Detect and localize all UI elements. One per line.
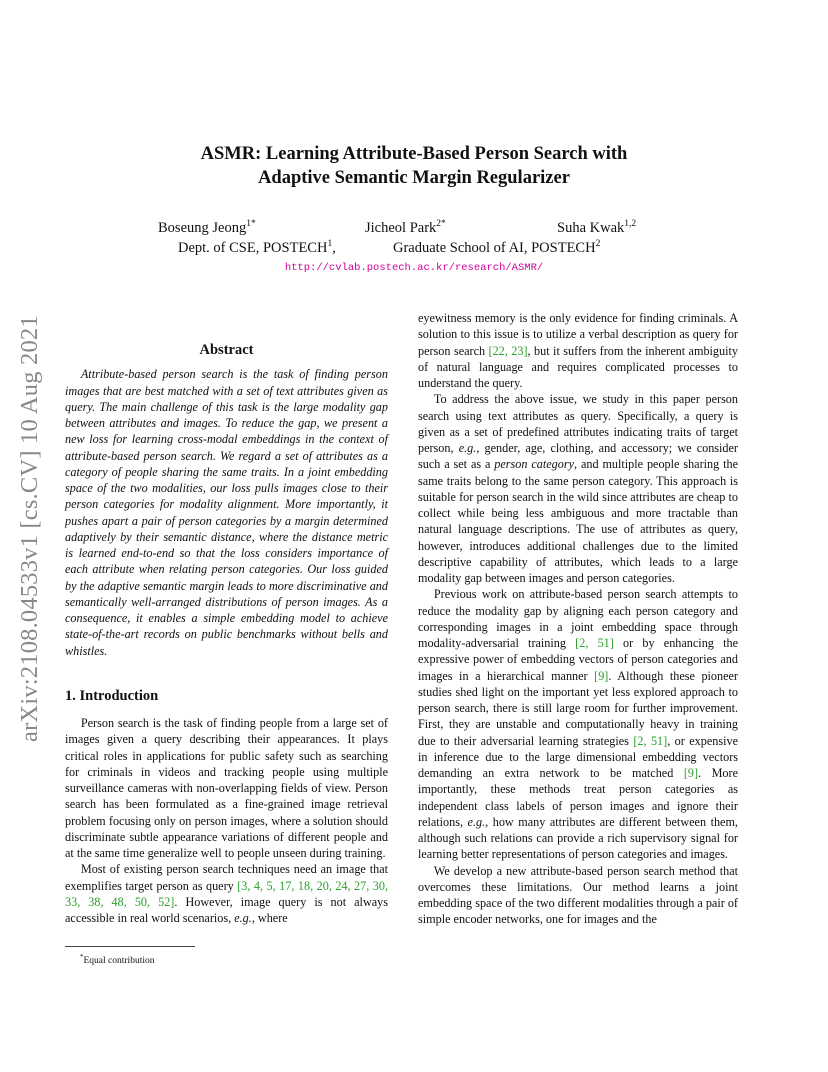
abstract-text: Attribute-based person search is the task of finding person images that are best matched with a set of text attributes given as query. The main challenge of this task is the large modality gap between attributes and images. To reduce the gap, we present a new loss for learning cross-modal embeddings in the context of attribute-based person search. We regard a set of attributes as a category of people sharing the same traits. In a joint embedding space of the two modalities, our loss pulls images close to their person categories for modality alignment. More importantly, it pushes apart a pair of person categories by a margin determined adaptively by their semantic distance, where the distance metric is learned end-to-end so that the loss considers importance of each attribute when relating person categories. Our loss guided by the adaptive semantic margin leads to more discriminative and semantically well-arranged distributions of person images. As a consequence, it enables a simple embedding model to achieve state-of-the-art records on public benchmarks without bells and whistles. — [65, 367, 388, 658]
author-3: Suha Kwak$^{1,2}$ — [557, 219, 637, 236]
left-column — [65, 342, 388, 926]
right-paragraph-2: To address the above issue, we study in this paper person search using text attributes as query. Specifically, a query is given as a set of predefined attributes indicating traits of target person, e.g., gender, age, clothing, and accessory; we consider such a set as a person category, and multiple people sharing the same traits belong to the same person category. This approach is suitable for person search in the wild since attributes are cheap to collect while being less ambiguous and more tractable than natural language descriptions. The use of attributes as query, however, introduces additional challenges due to the limited descriptive capability of attributes, which leads to a large modality gap between images and person categories. — [418, 392, 738, 585]
citation-link[interactable]: [9] — [594, 668, 609, 683]
footnote: *Equal contribution — [80, 953, 155, 967]
citation-link[interactable]: [3, 4, 5, 17, 18, 20, 24, 27, 30, 33, 38, 48, 50, 52] — [65, 878, 388, 909]
affiliation-1: Dept. of CSE, POSTECH$^1$, — [178, 239, 336, 256]
paper-title — [0, 142, 828, 190]
author-2: Jicheol Park$^{2*}$ — [365, 219, 446, 236]
citation-link[interactable]: [2, 51] — [575, 636, 614, 650]
intro-heading: 1. Introduction — [65, 687, 159, 704]
right-column — [418, 310, 738, 928]
title-line-2: Adaptive Semantic Margin Regularizer — [258, 168, 570, 188]
abstract-heading: Abstract — [199, 342, 254, 358]
author-1: Boseung Jeong$^{1*}$ — [158, 219, 256, 236]
affiliation-2: Graduate School of AI, POSTECH$^2$ — [393, 239, 601, 256]
right-paragraph-3: Previous work on attribute-based person search attempts to reduce the modality gap by aligning each person category and corresponding images in a joint embedding space through modality-adversarial training [2, 51] or by enhancing the expressive power of embedding vectors of person categories and images in a hierarchical manner [9]. Although these pioneer studies shed light on the important yet less explored approach to person search, there is still large room for further improvement. First, they are unstable and computationally heavy in training due to their adversarial learning strategies [2, 51], or expensive in inference due to the large dimensional embedding vectors demanding an extra network to be matched [9]. More importantly, these methods treat person categories as independent class labels of person images and ignore their relations, e.g., how many attributes are different between them, although such relations can provide a rich supervisory signal for learning better representations of person categories and images. — [418, 587, 738, 862]
intro-paragraph-2: Most of existing person search techniques need an image that exemplifies target person as query [3, 4, 5, 17, 18, 20, 24, 27, 30, 33, 38, 48, 50, 52]. However, image query is not always accessible in real world scenarios, e.g., where — [65, 862, 388, 925]
arxiv-identifier: arXiv:2108.04533v1 [cs.CV] 10 Aug 2021 — [16, 315, 43, 742]
intro-paragraph-1: Person search is the task of finding people from a large set of images given a query describing their appearances. It plays critical roles in applications for public safety such as searching for criminals in videos and tracking people using multiple surveillance cameras with non-overlapping fields of view. Person search has been formulated as a fine-grained image retrieval problem focusing only on person images, where a solution should discriminate subtle appearance variations of different people and at the same time generalize well to people unseen during training. — [65, 716, 388, 860]
project-url[interactable]: http://cvlab.postech.ac.kr/research/ASMR/ — [284, 262, 544, 274]
citation-link[interactable]: [2, 51] — [633, 733, 668, 748]
right-paragraph-1: eyewitness memory is the only evidence for finding criminals. A solution to this issue is to utilize a verbal description as query for person search [22, 23], but it suffers from the inherent ambiguity of natural language and requires complicated processes to understand the query. — [418, 311, 738, 390]
footnote-rule — [65, 946, 195, 947]
title-line-1: ASMR: Learning Attribute-Based Person Search with — [200, 144, 628, 164]
citation-link[interactable]: [22, 23] — [488, 343, 528, 358]
right-paragraph-4: We develop a new attribute-based person search method that overcomes these limitations. Our method learns a joint embedding space of the two different modalities through a pair of simple encoder networks, one for images and the — [418, 863, 738, 927]
citation-link[interactable]: [9] — [683, 766, 699, 780]
